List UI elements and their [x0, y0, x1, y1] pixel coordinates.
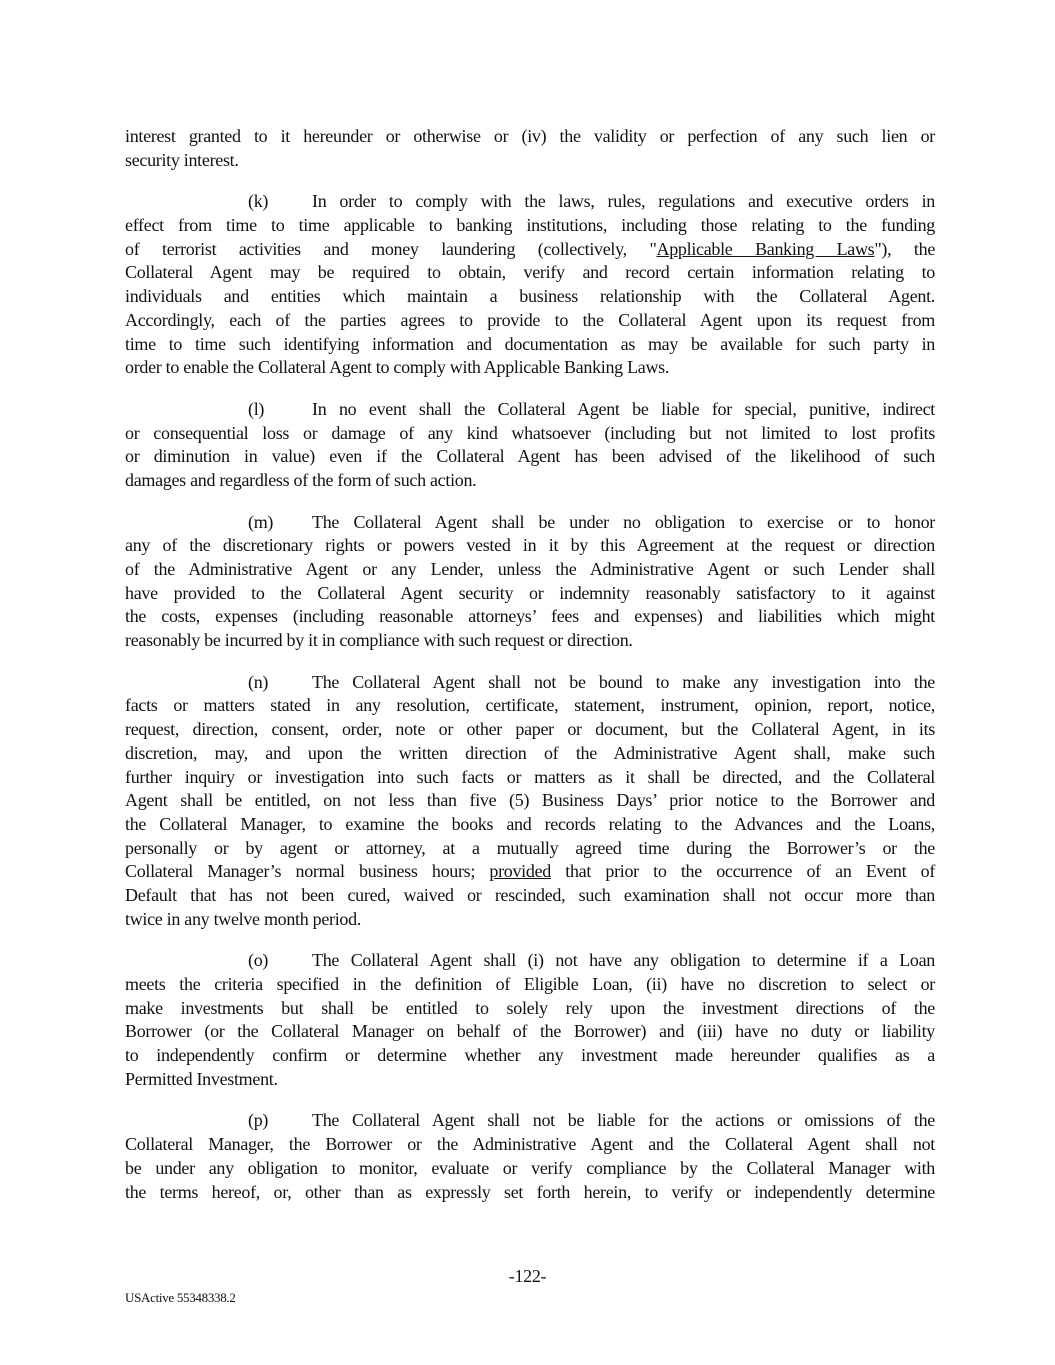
text-line: security interest. [125, 149, 239, 170]
text-line: (o) The Collateral Agent shall (i) not have any obligation to determine if a Loan [125, 949, 935, 973]
text-line: (m) The Collateral Agent shall be under no obligation to exercise or to honor [125, 511, 935, 535]
text-line: facts or matters stated in any resolution, certificate, statement, instrument, opinion, report, notice, [125, 695, 935, 716]
text-line: the terms hereof, or, other than as expressly set forth herein, to verify or independently determine [125, 1181, 935, 1202]
section-label: (m) [248, 511, 274, 532]
section-label: (o) [248, 950, 269, 971]
document-id-footer: USActive 55348338.2 [125, 1290, 236, 1305]
paragraph [125, 125, 935, 172]
text-line: order to enable the Collateral Agent to comply with Applicable Banking Laws. [125, 357, 670, 378]
text-line: damages and regardless of the form of such action. [125, 469, 477, 490]
text-line: Accordingly, each of the parties agrees to provide to the Collateral Agent upon its request from [125, 309, 935, 330]
text-line: be under any obligation to monitor, evaluate or verify compliance by the Collateral Manager with [125, 1157, 935, 1178]
text-line: have provided to the Collateral Agent security or indemnity reasonably satisfactory to it against [125, 582, 935, 603]
text-line: to independently confirm or determine whether any investment made hereunder qualifies as a [125, 1045, 935, 1066]
text-line: make investments but shall be entitled to solely rely upon the investment directions of the [125, 997, 935, 1018]
text-line: reasonably be incurred by it in compliance with such request or direction. [125, 630, 633, 651]
section-label: (l) [248, 398, 265, 419]
page-number: -122- [508, 1266, 547, 1286]
text-line: Agent shall be entitled, on not less than five (5) Business Days’ prior notice to the Borrower and [125, 790, 935, 811]
text-line: further inquiry or investigation into such facts or matters as it shall be directed, and the Collateral [125, 766, 935, 787]
text-line: individuals and entities which maintain a business relationship with the Collateral Agent. [125, 286, 935, 307]
section-label: (k) [248, 191, 269, 212]
text-line: (n) The Collateral Agent shall not be bound to make any investigation into the [125, 671, 935, 695]
paragraph-o [125, 949, 935, 1091]
paragraph-n [125, 671, 935, 932]
defined-term: Applicable Banking Laws [656, 238, 875, 259]
text-line: personally or by agent or attorney, at a mutually agreed time during the Borrower’s or the [125, 837, 935, 858]
text-line: effect from time to time applicable to banking institutions, including those relating to the funding [125, 215, 935, 236]
text-line: meets the criteria specified in the definition of Eligible Loan, (ii) have no discretion to select or [125, 974, 935, 994]
paragraph-p [125, 1109, 935, 1204]
defined-term: provided [489, 861, 551, 882]
text-line: Default that has not been cured, waived or rescinded, such examination shall not occur more than [125, 884, 935, 905]
section-label: (p) [248, 1110, 269, 1131]
paragraph-l [125, 398, 935, 493]
text-line: time to time such identifying information and documentation as may be available for such party in [125, 333, 935, 354]
text-line: discretion, may, and upon the written direction of the Administrative Agent shall, make such [125, 742, 935, 763]
text-line: the Collateral Manager, to examine the books and records relating to the Advances and the Loans, [125, 813, 935, 834]
text-line: the costs, expenses (including reasonable attorneys’ fees and expenses) and liabilities which might [125, 606, 935, 627]
text-line: (p) The Collateral Agent shall not be liable for the actions or omissions of the [125, 1109, 935, 1133]
text-line: (k) In order to comply with the laws, rules, regulations and executive orders in [125, 190, 935, 214]
text-line: Permitted Investment. [125, 1068, 278, 1089]
text-line: Borrower (or the Collateral Manager on behalf of the Borrower) and (iii) have no duty or liability [125, 1021, 935, 1042]
text-line: Collateral Agent may be required to obtain, verify and record certain information relating to [125, 262, 935, 283]
paragraph-k [125, 190, 935, 380]
text-line: Collateral Manager’s normal business hours; provided that prior to the occurrence of an Event of [125, 861, 936, 882]
text-line: of the Administrative Agent or any Lender, unless the Administrative Agent or such Lender shall [125, 559, 935, 579]
section-label: (n) [248, 671, 269, 692]
text-line: any of the discretionary rights or powers vested in it by this Agreement at the request or direction [125, 535, 935, 556]
text-line: or consequential loss or damage of any kind whatsoever (including but not limited to lost profits [125, 422, 935, 443]
text-line: interest granted to it hereunder or otherwise or (iv) the validity or perfection of any such lien or [125, 126, 935, 146]
text-line: Collateral Manager, the Borrower or the Administrative Agent and the Collateral Agent shall not [125, 1134, 935, 1155]
document-body [125, 125, 935, 1222]
text-line: of terrorist activities and money laundering (collectively, "Applicable Banking Laws"), the [125, 238, 936, 259]
text-line: request, direction, consent, order, note or other paper or document, but the Collateral Agent, in its [125, 719, 935, 740]
text-line: (l) In no event shall the Collateral Agent be liable for special, punitive, indirect [125, 398, 935, 422]
text-line: or diminution in value) even if the Collateral Agent has been advised of the likelihood of such [125, 446, 935, 467]
text-line: twice in any twelve month period. [125, 908, 362, 929]
paragraph-m [125, 511, 935, 653]
